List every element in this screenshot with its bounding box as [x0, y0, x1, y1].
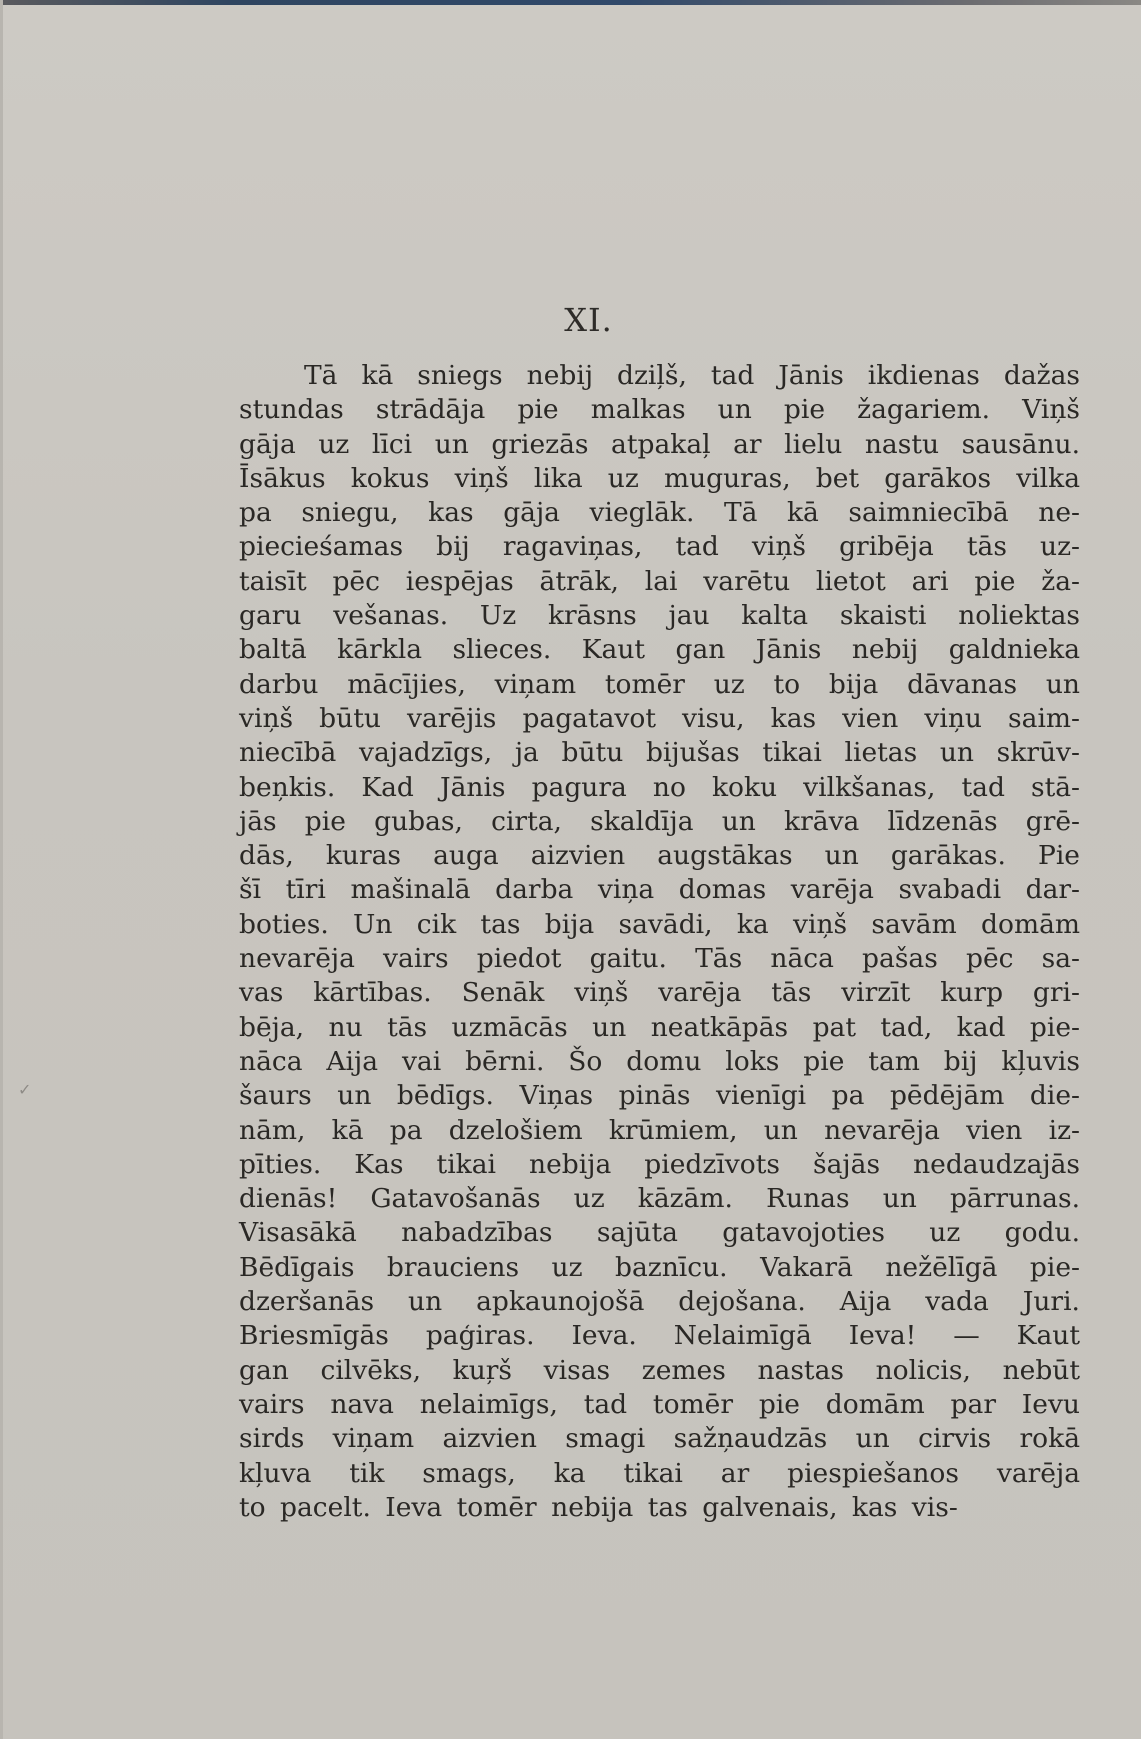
text-line: vas kārtības. Senāk viņš varēja tās virzīt kurp gri-	[239, 977, 1080, 1009]
text-line: dienās! Gatavošanās uz kāzām. Runas un pārrunas.	[239, 1183, 1080, 1215]
text-line: šī tīri mašinalā darba viņa domas varēja svabadi dar-	[239, 874, 1080, 906]
text-line: kļuva tik smags, ka tikai ar piespiešanos varēja	[239, 1457, 1080, 1489]
text-line: sirds viņam aizvien smagi sažņaudzās un cirvis rokā	[239, 1423, 1080, 1455]
text-line: nevarēja vairs piedot gaitu. Tās nāca pašas pēc sa-	[239, 943, 1080, 975]
page-top-edge	[0, 0, 1141, 5]
body-text	[239, 359, 1080, 1525]
text-line: boties. Un cik tas bija savādi, ka viņš savām domām	[239, 908, 1080, 940]
text-line: vairs nava nelaimīgs, tad tomēr pie domām par Ievu	[239, 1388, 1080, 1420]
text-line: Tā kā sniegs nebij dziļš, tad Jānis ikdienas dažas	[304, 360, 1080, 391]
text-line: beņkis. Kad Jānis pagura no koku vilkšanas, tad stā-	[239, 771, 1080, 803]
text-line: taisīt pēc iespējas ātrāk, lai varētu lietot ari pie ža-	[239, 565, 1080, 597]
text-line: pa sniegu, kas gāja vieglāk. Tā kā saimniecībā ne-	[239, 497, 1080, 529]
text-line: pīties. Kas tikai nebija piedzīvots šajās nedaudzajās	[239, 1148, 1080, 1180]
text-line: Īsākus kokus viņš lika uz muguras, bet garākos vilka	[239, 462, 1080, 494]
text-line: jās pie gubas, cirta, skaldīja un krāva līdzenās grē-	[239, 805, 1080, 837]
text-line: Visasākā nabadzības sajūta gatavojoties uz godu.	[239, 1217, 1080, 1249]
text-line: nām, kā pa dzelošiem krūmiem, un nevarēja vien iz-	[239, 1114, 1080, 1146]
text-line: garu vešanas. Uz krāsns jau kalta skaisti noliektas	[239, 600, 1080, 632]
text-line: nāca Aija vai bērni. Šo domu loks pie tam bij kļuvis	[239, 1045, 1080, 1077]
text-line: Briesmīgās paģiras. Ieva. Nelaimīgā Ieva! — Kaut	[239, 1320, 1080, 1352]
text-line: darbu mācījies, viņam tomēr uz to bija dāvanas un	[239, 668, 1080, 700]
text-line: gāja uz līci un griezās atpakaļ ar lielu nastu sausānu.	[239, 428, 1080, 460]
text-line: to pacelt. Ieva tomēr nebija tas galvenais, kas vis-	[239, 1491, 958, 1523]
text-line: dās, kuras auga aizvien augstākas un garākas. Pie	[239, 840, 1080, 872]
text-line: viņš būtu varējis pagatavot visu, kas vien viņu saim-	[239, 702, 1080, 734]
margin-mark: ✓	[18, 1080, 32, 1099]
text-line: šaurs un bēdīgs. Viņas pinās vienīgi pa pēdējām die-	[239, 1080, 1080, 1112]
page-left-edge	[0, 0, 3, 1739]
text-line: Bēdīgais brauciens uz baznīcu. Vakarā nežēlīgā pie-	[239, 1251, 1080, 1283]
text-line: bēja, nu tās uzmācās un neatkāpās pat tad, kad pie-	[239, 1011, 1080, 1043]
text-line: dzeršanās un apkaunojošā dejošana. Aija vada Juri.	[239, 1286, 1080, 1318]
chapter-heading: XI.	[564, 301, 613, 339]
text-line: baltā kārkla slieces. Kaut gan Jānis nebij galdnieka	[239, 634, 1080, 666]
text-line: gan cilvēks, kuŗš visas zemes nastas nolicis, nebūt	[239, 1354, 1080, 1386]
text-line: niecībā vajadzīgs, ja būtu bijušas tikai lietas un skrūv-	[239, 737, 1080, 769]
text-line: stundas strādāja pie malkas un pie žagariem. Viņš	[239, 394, 1080, 426]
text-line: piecieśamas bij ragaviņas, tad viņš gribēja tās uz-	[239, 531, 1080, 563]
